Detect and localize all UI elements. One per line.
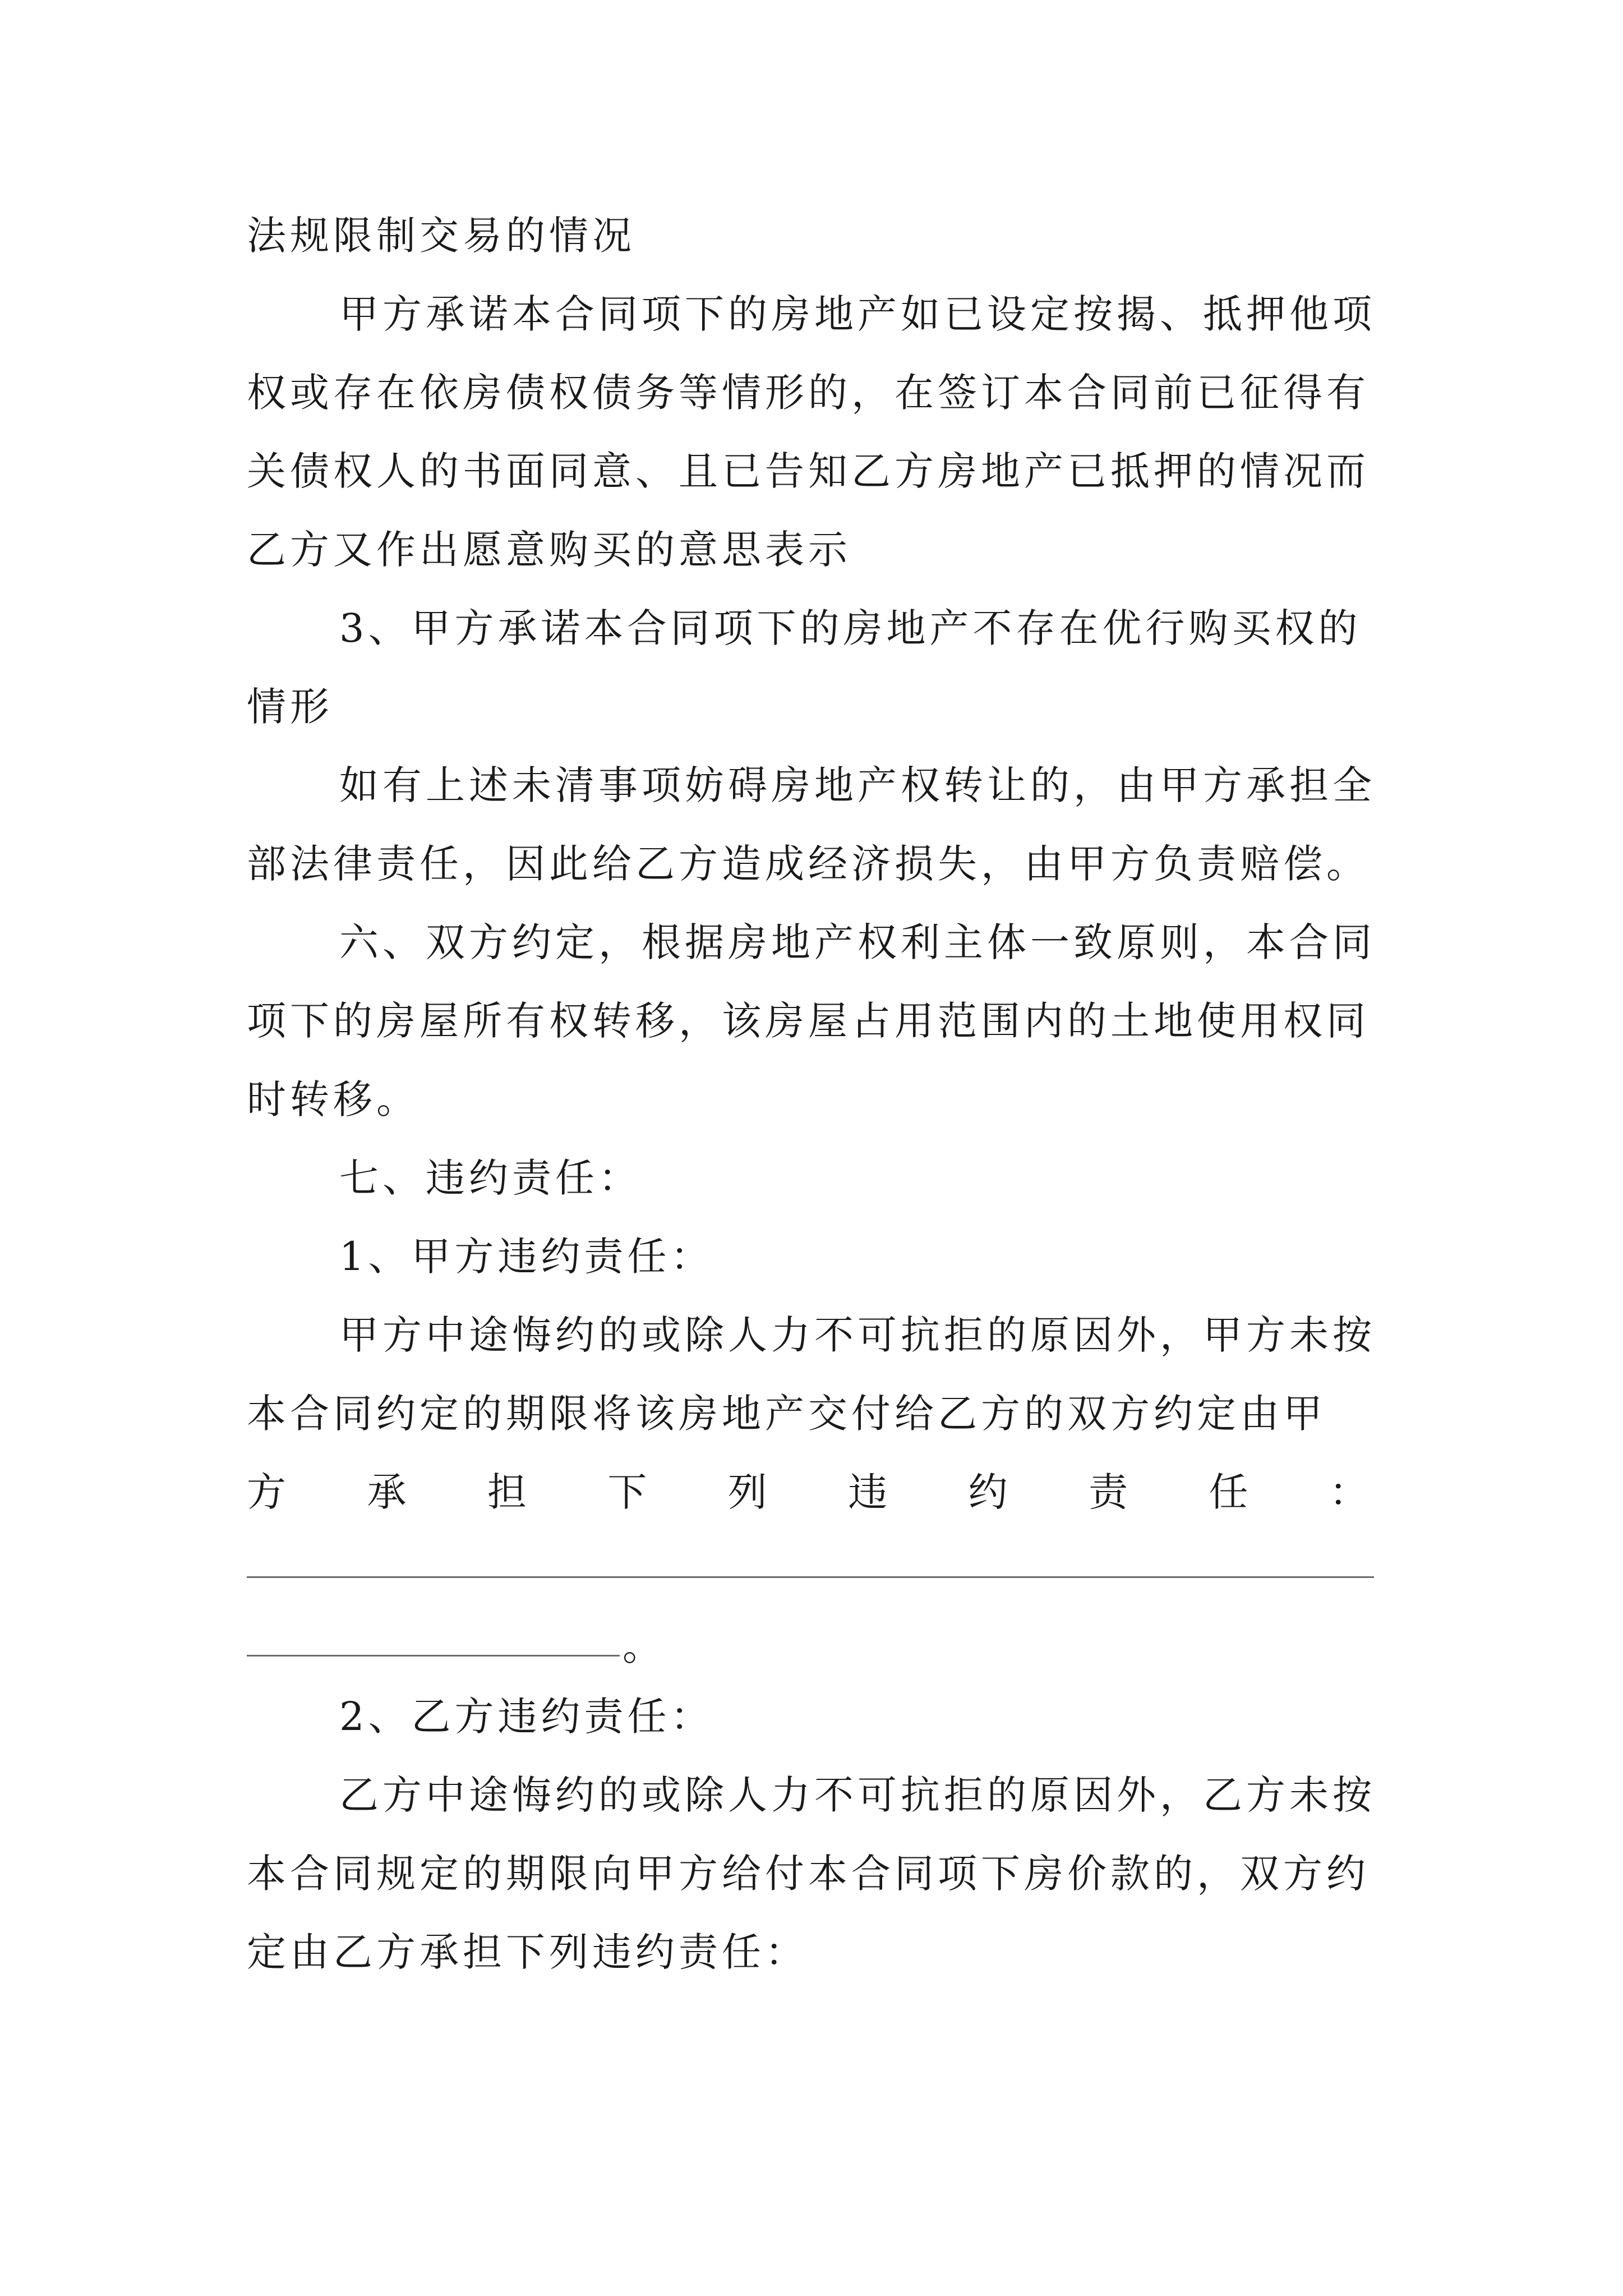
fill-in-blank-line: [247, 1576, 1374, 1578]
paragraph-line: 本合同约定的期限将该房地产交付给乙方的双方约定由甲: [247, 1391, 1326, 1437]
paragraph-line: 项下的房屋所有权转移，该房屋占用范围内的土地使用权同: [247, 998, 1370, 1044]
spread-char: ：: [1329, 1469, 1368, 1515]
paragraph-line: 3、甲方承诺本合同项下的房地产不存在优行购买权的: [339, 605, 1362, 651]
paragraph-line: 法规限制交易的情况: [247, 213, 635, 259]
paragraph-line: 定由乙方承担下列违约责任：: [247, 1929, 808, 1975]
paragraph-line: 六、双方约定，根据房地产权利主体一致原则，本合同: [339, 919, 1376, 965]
spread-char: 责: [1089, 1469, 1128, 1515]
paragraph-line: 关债权人的书面同意、且已告知乙方房地产已抵押的情况而: [247, 448, 1370, 494]
justified-line: [247, 1464, 1368, 1520]
spread-char: 方: [247, 1469, 286, 1515]
paragraph-line: 部法律责任，因此给乙方造成经济损失，由甲方负责赔偿。: [247, 841, 1370, 887]
paragraph-line: 本合同规定的期限向甲方给付本合同项下房价款的，双方约: [247, 1851, 1370, 1897]
paragraph-line: 甲方中途悔约的或除人力不可抗拒的原因外，甲方未按: [339, 1312, 1376, 1358]
spread-char: 违: [848, 1469, 888, 1515]
spread-char: 承: [367, 1469, 407, 1515]
paragraph-line: 甲方承诺本合同项下的房地产如已设定按揭、抵押他项: [339, 291, 1376, 337]
paragraph-line: 权或存在依房债权债务等情形的，在签订本合同前已征得有: [247, 370, 1370, 416]
section-heading: 七、违约责任：: [339, 1155, 642, 1201]
spread-char: 约: [968, 1469, 1008, 1515]
blank-end-punctuation: 。: [623, 1623, 662, 1669]
spread-char: 任: [1209, 1469, 1248, 1515]
paragraph-line: 情形: [247, 684, 333, 730]
paragraph-line: 如有上述未清事项妨碍房地产权转让的，由甲方承担全: [339, 762, 1376, 808]
spread-char: 担: [487, 1469, 527, 1515]
subsection-heading: 1、甲方违约责任：: [339, 1234, 714, 1280]
subsection-heading: 2、乙方违约责任：: [339, 1694, 714, 1740]
spread-char: 列: [727, 1469, 767, 1515]
spread-char: 下: [607, 1469, 647, 1515]
paragraph-line: 乙方又作出愿意购买的意思表示: [247, 527, 851, 573]
fill-in-blank-line: [247, 1655, 620, 1657]
paragraph-line: 乙方中途悔约的或除人力不可抗拒的原因外，乙方未按: [339, 1772, 1376, 1818]
paragraph-line: 时转移。: [247, 1076, 419, 1122]
